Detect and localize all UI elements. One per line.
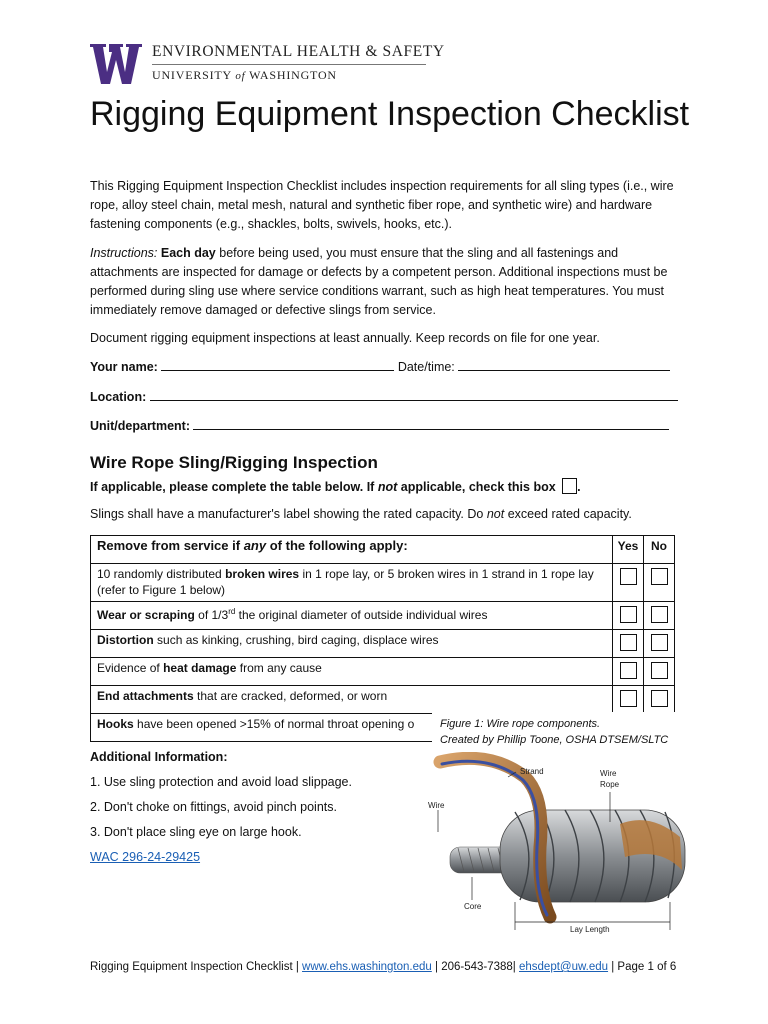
list-item: 2. Don't choke on fittings, avoid pinch points. xyxy=(90,800,337,814)
section-heading: Wire Rope Sling/Rigging Inspection xyxy=(90,453,378,472)
inspection-table xyxy=(90,535,675,742)
your-name-field[interactable] xyxy=(161,358,394,371)
label-core: Core xyxy=(464,902,482,911)
unit-department-field[interactable] xyxy=(193,417,669,430)
org-name-line2: UNIVERSITY of WASHINGTON xyxy=(152,68,337,82)
email-link[interactable]: ehsdept@uw.edu xyxy=(519,961,609,973)
website-link[interactable]: www.ehs.washington.edu xyxy=(302,961,432,973)
label-wire-rope-1: Wire xyxy=(600,769,617,778)
criteria-cell: Evidence of heat damage from any cause xyxy=(91,658,613,686)
yes-checkbox[interactable] xyxy=(620,662,637,679)
org-name-line1: ENVIRONMENTAL HEALTH & SAFETY xyxy=(152,43,445,60)
header-rule xyxy=(152,64,426,65)
criteria-header: Remove from service if any of the following apply: xyxy=(91,536,613,564)
yes-header: Yes xyxy=(613,536,644,564)
yes-checkbox[interactable] xyxy=(620,568,637,585)
no-checkbox[interactable] xyxy=(651,690,668,707)
criteria-cell: End attachments that are cracked, deformed, or worn xyxy=(91,686,613,714)
yes-checkbox[interactable] xyxy=(620,634,637,651)
no-checkbox[interactable] xyxy=(651,662,668,679)
name-date-row: Your name: Date/time: xyxy=(90,358,680,376)
additional-information xyxy=(90,748,410,873)
criteria-cell: 10 randomly distributed broken wires in 1 rope lay, or 5 broken wires in 1 strand in 1 rope lay (refer to Figure 1 below) xyxy=(91,564,613,602)
no-header: No xyxy=(644,536,675,564)
table-row xyxy=(91,602,675,630)
rated-capacity-note: Slings shall have a manufacturer's label showing the rated capacity. Do not exceed rated capacity. xyxy=(90,507,632,521)
page-footer: Rigging Equipment Inspection Checklist | www.ehs.washington.edu | 206-543-7388| ehsdept@uw.edu | Page 1 of 6 xyxy=(90,961,677,973)
label-wire-rope-2: Rope xyxy=(600,780,620,789)
unit-row: Unit/department: xyxy=(90,417,680,435)
figure-caption: Figure 1: Wire rope components. Created by Phillip Toone, OSHA DTSEM/SLTC xyxy=(432,712,698,750)
table-row xyxy=(91,630,675,658)
criteria-cell: Distortion such as kinking, crushing, bird caging, displace wires xyxy=(91,630,613,658)
table-row xyxy=(91,686,675,714)
no-checkbox[interactable] xyxy=(651,568,668,585)
page-title: Rigging Equipment Inspection Checklist xyxy=(90,95,690,133)
instructions-paragraph: Instructions: Each day before being used, you must ensure that the sling and all fastenings and attachments are inspected for damage or defects by a competent person. Additional inspections must be performed during sling use where service conditions warrant, such as high heat temperatures. You must immediately remove damaged or defective slings from service. xyxy=(90,246,668,317)
table-row xyxy=(91,564,675,602)
not-applicable-checkbox[interactable] xyxy=(562,478,577,494)
location-row: Location: xyxy=(90,388,680,406)
label-lay-length: Lay Length xyxy=(570,925,610,934)
table-row xyxy=(91,658,675,686)
documentation-note: Document rigging equipment inspections at least annually. Keep records on file for one year. xyxy=(90,331,600,345)
date-time-field[interactable] xyxy=(458,358,670,371)
intro-paragraph: This Rigging Equipment Inspection Checklist includes inspection requirements for all sling types (i.e., wire rope, alloy steel chain, metal mesh, natural and synthetic fiber rope, and synthetic wire) and hardware fastening components (e.g., shackles, bolts, swivels, hooks, etc.). xyxy=(90,179,674,231)
list-item: 3. Don't place sling eye on large hook. xyxy=(90,825,302,839)
list-item: 1. Use sling protection and avoid load slippage. xyxy=(90,775,352,789)
wac-link[interactable]: WAC 296-24-29425 xyxy=(90,850,201,864)
label-strand: Strand xyxy=(520,767,544,776)
no-checkbox[interactable] xyxy=(651,606,668,623)
additional-heading: Additional Information: xyxy=(90,750,228,764)
yes-checkbox[interactable] xyxy=(620,606,637,623)
table-header-row xyxy=(91,536,675,564)
uw-logo xyxy=(90,44,142,84)
wire-rope-figure xyxy=(420,752,690,937)
page-number: | Page 1 of 6 xyxy=(608,961,677,973)
criteria-cell: Hooks have been opened >15% of normal throat opening o xyxy=(91,714,613,742)
label-wire: Wire xyxy=(428,801,445,810)
criteria-cell: Wear or scraping of 1/3rd the original diameter of outside individual wires xyxy=(91,602,613,630)
location-field[interactable] xyxy=(150,388,678,401)
no-checkbox[interactable] xyxy=(651,634,668,651)
applicability-note: If applicable, please complete the table below. If not applicable, check this box . xyxy=(90,480,581,494)
yes-checkbox[interactable] xyxy=(620,690,637,707)
